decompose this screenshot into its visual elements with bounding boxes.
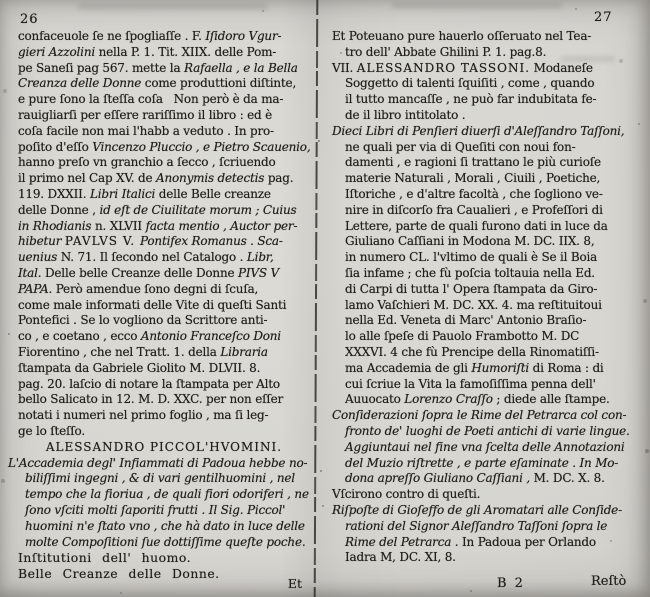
roman-text-segment: ma Accademia de gli: [345, 360, 472, 375]
roman-text-segment: Iadra M, DC. XI, 8.: [345, 550, 456, 565]
text-line: [18, 361, 310, 377]
text-line: [18, 519, 310, 535]
text-line: [332, 408, 648, 424]
roman-text-segment: tro dell' Abbate Ghilini P. 1. pag.8.: [345, 44, 547, 59]
roman-text-segment: nella P. 1. Tit. XIIX. delle Pom-: [98, 44, 277, 59]
roman-text-segment: delle Donne ,: [18, 202, 100, 217]
text-line: [332, 76, 648, 92]
italic-text-segment: L'Accademia degl' Infiammati di Padoua hebbe no-: [8, 455, 308, 470]
text-line: [332, 155, 648, 171]
text-line: [332, 298, 648, 314]
text-line: [18, 313, 310, 329]
catchword-left: Et: [287, 576, 302, 591]
text-line: [18, 550, 310, 566]
bleed-through-smudge: [392, 2, 562, 9]
roman-text-segment: di Roma : di: [532, 360, 604, 375]
text-line: [332, 187, 648, 203]
italic-text-segment: id eſt de Ciuilitate morum ; Cuius: [99, 202, 297, 217]
roman-text-segment: il tutto mancaſſe , ne può far indubitata fe-: [345, 92, 597, 107]
roman-text-segment: in numero CL. l'vltimo de quali è Se il Boia: [345, 250, 598, 265]
text-line: [332, 313, 648, 329]
text-line: [332, 345, 648, 361]
roman-text-segment: XXXVI. 4 che fù Prencipe della Rinomatiſſi-: [345, 344, 599, 359]
text-line: [18, 140, 310, 156]
italic-text-segment: Dieci Libri di Penſieri diuerſi d'Aleſſandro Taſſoni,: [332, 123, 625, 138]
text-line: [332, 203, 648, 219]
text-line: [332, 535, 648, 551]
text-line: [18, 108, 310, 124]
text-line: [332, 171, 648, 187]
roman-text-segment: materie Naturali , Morali , Ciuili , Poetiche,: [345, 171, 601, 186]
roman-text-segment: rauigliarſi per eſſere rariſſimo il libro : ed è: [18, 107, 273, 122]
text-line: [332, 61, 648, 77]
roman-text-segment: n. XLVII: [94, 218, 146, 233]
italic-text-segment: facta mentio , Auctor per-: [145, 218, 298, 233]
roman-text-segment: Giuliano Caſſiani in Modona M. DC. IIX. 8,: [345, 234, 595, 249]
italic-text-segment: Iſidoro Vgur-: [205, 29, 282, 43]
text-line: [18, 424, 310, 440]
text-line: [332, 550, 648, 566]
italic-text-segment: del Muzio riſtrette , e parte eſaminate . In Mo-: [345, 455, 619, 470]
text-line: [332, 424, 648, 440]
text-line: [18, 392, 310, 408]
text-line: [18, 266, 310, 282]
italic-text-segment: Vincenzo Pluccio , e Pietro Scauenio,: [92, 139, 311, 154]
roman-text-segment: confaceuole ſe ne ſpogliaſſe . F.: [18, 29, 206, 43]
roman-text-segment: poſito d'eſſo: [18, 139, 93, 154]
roman-text-segment: di Carpi di tutta l' Opera ſtampata da Giro-: [345, 281, 598, 296]
roman-text-segment: ſtampata da Gabriele Giolito M. DLVII. 8.: [18, 360, 261, 375]
left-text-column: [8, 29, 311, 582]
roman-text-segment: Però amendue ſono degni di ſcuſa,: [55, 281, 259, 296]
roman-text-segment: Fiorentino , che nel Tratt. 1. della: [18, 344, 221, 359]
page-gutter-divider: [314, 0, 319, 597]
page-number-left: 26: [20, 12, 39, 27]
roman-text-segment: hanno preſo vn granchio a ſecco , ſcriuendo: [18, 155, 276, 170]
italic-text-segment: tempo che la fioriua , de quali fiori odoriferi , ne: [25, 487, 309, 502]
text-line: [18, 45, 310, 61]
text-line: [332, 250, 648, 266]
text-line: [18, 29, 310, 45]
italic-text-segment: Lorenzo Craſſo: [404, 392, 497, 407]
roman-text-segment: cui ſcriue la Vita la famoſiſſima penna dell': [345, 376, 596, 391]
text-line: [332, 503, 648, 519]
text-line: [18, 234, 310, 250]
text-line: [18, 345, 310, 361]
text-line: [332, 266, 648, 282]
text-line: [18, 203, 310, 219]
text-line: [18, 535, 310, 551]
spaced-caps-segment: PAVLVS V.: [64, 234, 141, 249]
roman-text-segment: il primo nel Cap XV. de: [18, 171, 157, 186]
roman-text-segment: Inſtitutioni dell' huomo.: [18, 550, 192, 566]
roman-text-segment: nire in diſcorſo fra Caualieri , e Profeſſori di: [345, 202, 603, 217]
italic-text-segment: in Rhodianis: [18, 218, 95, 233]
text-line: [18, 124, 310, 140]
italic-text-segment: Libr,: [246, 250, 274, 265]
catchword-right: Reſtò: [591, 574, 627, 589]
text-line: [332, 45, 648, 61]
text-line: [18, 298, 310, 314]
right-text-column: [332, 29, 648, 566]
roman-text-segment: nella Ed. Veneta di Marc' Antonio Braſio-: [345, 313, 587, 328]
text-line: [332, 440, 648, 456]
italic-text-segment: molte Compoſitioni ſue dottiſſime queſte poche.: [25, 534, 306, 549]
text-line: [18, 187, 310, 203]
roman-text-segment: bello Salicato in 12. M. D. XXC. per non eſſer: [18, 392, 284, 407]
roman-text-segment: co , e coetano , ecco: [18, 329, 141, 344]
roman-text-segment: coſa facile non mai l'habb a veduto . In pro-: [18, 123, 274, 138]
italic-text-segment: Libraria: [220, 344, 268, 359]
text-line: [332, 124, 648, 140]
roman-text-segment: VII.: [332, 60, 357, 75]
italic-text-segment: Humoriſti: [471, 360, 533, 375]
text-line: [18, 440, 310, 456]
italic-text-segment: dona apreſſo Giuliano Caſſiani ,: [345, 471, 534, 486]
text-line: [8, 456, 310, 472]
roman-text-segment: pe Saneſi pag 567. mette la: [18, 60, 185, 75]
roman-text-segment: lo alle ſpeſe di Pauolo Frambotto M. DC: [345, 329, 580, 344]
text-line: [332, 282, 648, 298]
spaced-caps-segment: ALESSANDRO TASSONI.: [356, 60, 531, 75]
italic-text-segment: Ital.: [18, 265, 45, 280]
italic-text-segment: PIVS V: [238, 265, 279, 280]
roman-text-segment: come produttioni diſtinte,: [144, 76, 297, 91]
italic-text-segment: Libri Italici: [89, 186, 159, 201]
text-line: [18, 76, 310, 92]
roman-text-segment: Modaneſe: [530, 60, 593, 75]
italic-text-segment: ſono vſciti molti ſaporiti frutti . Il Sig. Piccol': [25, 502, 286, 517]
text-line: [332, 519, 648, 535]
text-line: [332, 377, 648, 393]
text-line: [18, 487, 310, 503]
italic-text-segment: Riſpoſte di Gioſeffo de gli Aromatari alle Conſide-: [332, 502, 622, 517]
text-line: [332, 487, 648, 503]
text-line: [18, 250, 310, 266]
italic-text-segment: Aggiuntaui nel fine vna ſcelta delle Annotazioni: [345, 439, 625, 454]
text-line: [332, 29, 648, 45]
text-line: [332, 329, 648, 345]
roman-text-segment: delle Belle creanze: [158, 186, 271, 201]
text-line: [18, 377, 310, 393]
text-line: [332, 392, 648, 408]
roman-text-segment: Lettere, parte de quali furono dati in luce da: [345, 218, 608, 233]
roman-text-segment: Vſcirono contro di queſti.: [332, 487, 481, 502]
roman-text-segment: N. 71. Il ſecondo nel Catalogo .: [60, 250, 247, 265]
roman-text-segment: Auuocato: [345, 392, 405, 407]
italic-text-segment: Rafaella , e la Bella: [184, 60, 298, 75]
text-line: [332, 92, 648, 108]
roman-text-segment: In Padoua per Orlando: [462, 534, 596, 549]
text-line: [18, 408, 310, 424]
italic-text-segment: Creanza delle Donne: [18, 76, 145, 91]
italic-text-segment: PAPA.: [18, 281, 56, 296]
roman-text-segment: pag. 20. laſcio di notare la ſtampata per Alto: [18, 376, 280, 391]
spaced-caps-segment: ALESSANDRO PICCOL'HVOMINI.: [45, 439, 283, 454]
text-line: [18, 171, 310, 187]
text-line: [18, 282, 310, 298]
italic-text-segment: Conſiderazioni ſopra le Rime del Petrarca col con-: [332, 408, 627, 423]
roman-text-segment: ge lo ſteſſo.: [18, 423, 85, 438]
roman-text-segment: ſia infame ; che fù poſcia toltauia nella Ed.: [345, 265, 595, 280]
roman-text-segment: Iſtoriche , e d'altre facoltà , che ſogliono ve-: [345, 186, 603, 201]
bleed-through-smudge: [78, 3, 268, 10]
roman-text-segment: Pontefici . Se lo vogliono da Scrittore anti-: [18, 313, 268, 328]
text-line: [332, 234, 648, 250]
italic-text-segment: Rime del Petrarca .: [345, 534, 463, 549]
roman-text-segment: 119. DXXII.: [18, 186, 90, 201]
italic-text-segment: biliſſimi ingegni , & di vari gentilhuomini , nel: [25, 471, 295, 486]
roman-text-segment: pag.: [267, 171, 294, 186]
text-line: [18, 92, 310, 108]
paper-specks: [0, 0, 2, 2]
roman-text-segment: damenti , e ragioni ſi trattano le più curioſe: [345, 155, 601, 170]
roman-text-segment: Belle Creanze delle Donne.: [18, 566, 220, 582]
roman-text-segment: de il libro intitolato .: [345, 107, 466, 122]
italic-text-segment: huomini n'e ſtato vno , che hà dato in luce delle: [25, 518, 305, 533]
roman-text-segment: Soggetto di talenti ſquiſiti , come , quando: [345, 76, 595, 91]
italic-text-segment: hibetur: [18, 234, 65, 249]
italic-text-segment: Anonymis detectis: [156, 171, 268, 186]
italic-text-segment: uenius: [18, 250, 61, 265]
text-line: [332, 219, 648, 235]
text-line: [332, 108, 648, 124]
italic-text-segment: gieri Azzolini: [18, 44, 99, 59]
italic-text-segment: Antonio Franceſco Doni: [140, 329, 281, 344]
text-line: [18, 503, 310, 519]
text-line: [18, 155, 310, 171]
page-number-right: 27: [594, 10, 613, 25]
text-line: [332, 471, 648, 487]
roman-text-segment: Delle belle Creanze delle Donne: [44, 265, 239, 280]
roman-text-segment: M. DC. X. 8.: [533, 471, 605, 486]
roman-text-segment: notati i numeri nel primo foglio , ma ſi leg-: [18, 408, 269, 423]
roman-text-segment: e pure ſono la ſteſſa coſa Non però è da ma-: [18, 92, 284, 107]
italic-text-segment: fronto de' luoghi de Poeti antichi di varie lingue.: [345, 423, 630, 438]
text-line: [18, 329, 310, 345]
text-line: [332, 456, 648, 472]
signature-mark: B 2: [497, 576, 525, 591]
text-line: [18, 61, 310, 77]
roman-text-segment: ne quali per via di Queſiti con noui fon-: [345, 139, 576, 154]
roman-text-segment: come male informati delle Vite di queſti Santi: [18, 297, 287, 312]
text-line: [18, 219, 310, 235]
roman-text-segment: Et Poteuano pure hauerlo oſſeruato nel Tea-: [332, 29, 592, 43]
text-line: [332, 361, 648, 377]
roman-text-segment: ; diede alle ſtampe.: [496, 392, 610, 407]
text-line: [332, 140, 648, 156]
roman-text-segment: lamo Vaſchieri M. DC. XX. 4. ma reſtituitoui: [345, 297, 602, 312]
text-line: [18, 471, 310, 487]
italic-text-segment: rationi del Signor Aleſſandro Taſſoni ſopra le: [345, 518, 608, 533]
italic-text-segment: Pontifex Romanus . Sca-: [140, 234, 283, 249]
